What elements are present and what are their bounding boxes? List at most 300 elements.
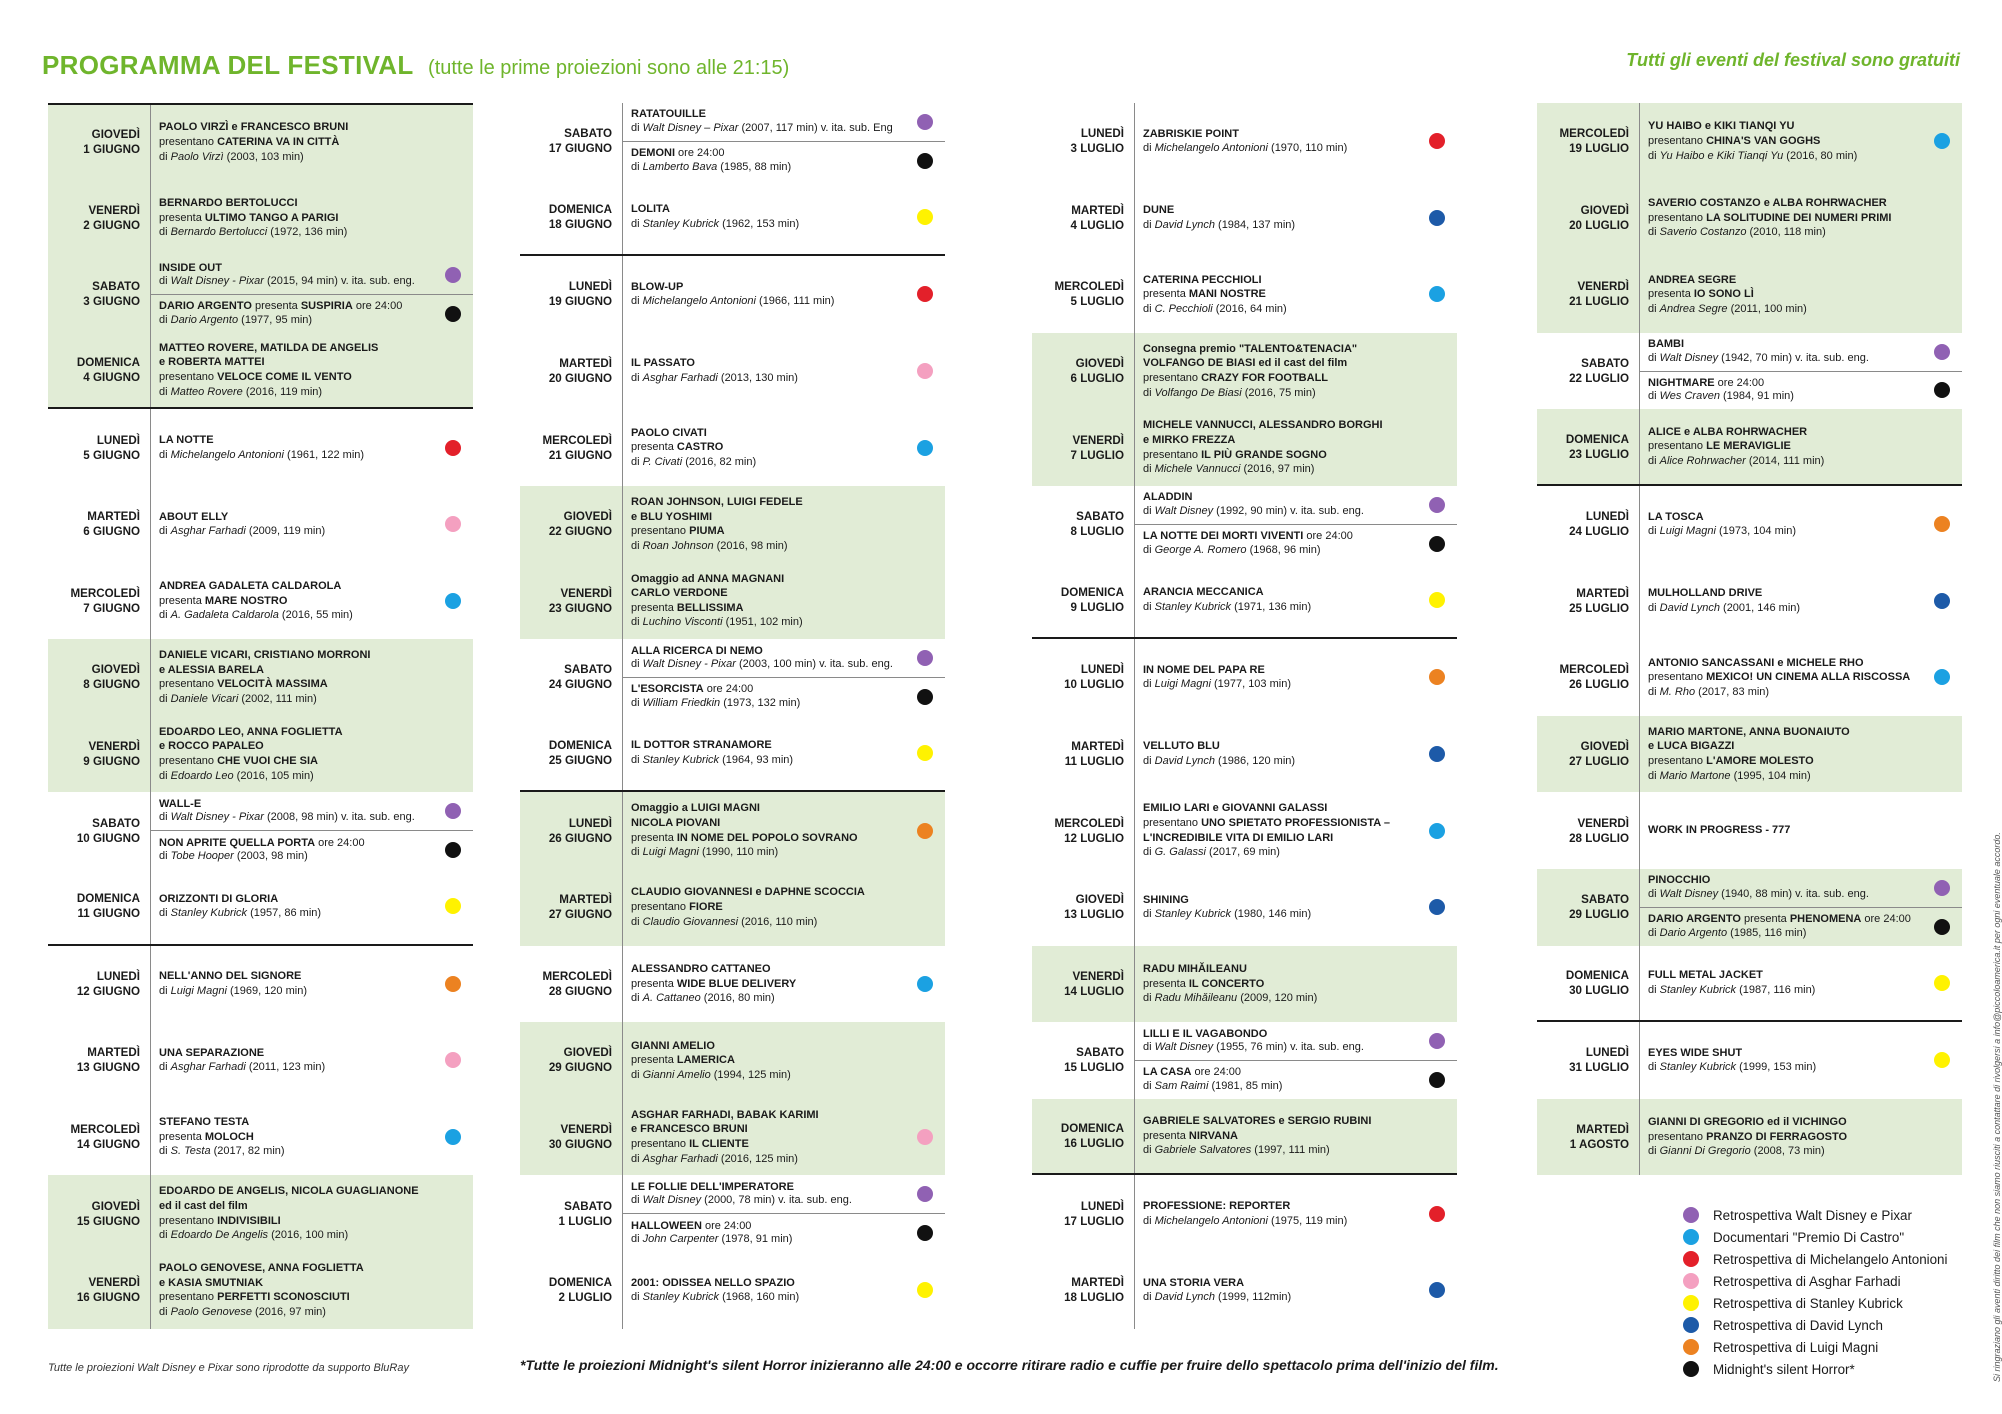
date-label	[1537, 716, 1637, 793]
category-dot-icon	[917, 976, 933, 992]
event-title: SAVERIO COSTANZO e ALBA ROHRWACHER	[1648, 197, 1887, 209]
schedule-row	[48, 103, 473, 180]
event-text: di	[631, 372, 643, 385]
event-title: PERFETTI SCONOSCIUTI	[217, 1291, 350, 1304]
event-line	[1143, 141, 1423, 156]
event	[1135, 409, 1457, 486]
event-line	[631, 202, 911, 217]
event-line	[159, 448, 439, 463]
event-title: ALESSANDRO CATTANEO	[631, 962, 771, 975]
legend-dot-icon	[1683, 1273, 1699, 1289]
event-text: (1984, 91 min)	[1719, 390, 1794, 403]
category-dot-icon	[1934, 516, 1950, 532]
date-label	[48, 105, 148, 180]
legend-label: Retrospettiva di David Lynch	[1713, 1317, 1883, 1333]
event-title: STEFANO TESTA	[159, 1116, 250, 1129]
event	[623, 946, 945, 1023]
date: 29 GIUGNO	[548, 1061, 612, 1075]
event-line	[1648, 927, 1928, 940]
category-dot-icon	[1934, 593, 1950, 609]
schedule-row	[1537, 103, 1962, 180]
event-title: INDIVISIBILI	[217, 1214, 281, 1227]
event-cell	[622, 1099, 945, 1176]
director: Paolo Genovese	[170, 1305, 252, 1318]
event-text: presentano	[631, 525, 690, 538]
event-title: IL DOTTOR STRANAMORE	[631, 739, 772, 752]
category-dot-icon	[1429, 497, 1445, 513]
category-dot-icon	[1934, 382, 1950, 398]
event-title: DARIO ARGENTO	[1648, 913, 1741, 926]
category-dot-icon	[917, 286, 933, 302]
event-cell	[1639, 639, 1962, 716]
director: Walt Disney	[1659, 351, 1719, 364]
schedule-row	[520, 716, 945, 793]
event-line	[1143, 505, 1423, 518]
event-cell	[1639, 869, 1962, 946]
schedule-row	[520, 333, 945, 410]
event-text: (1984, 137 min)	[1214, 218, 1296, 231]
event-line	[1143, 1290, 1423, 1305]
event-line	[1143, 448, 1423, 463]
date: 13 LUGLIO	[1064, 908, 1124, 922]
event	[1135, 639, 1457, 716]
event-text: di	[1143, 908, 1155, 921]
date: 22 LUGLIO	[1569, 372, 1629, 386]
director: Edoardo De Angelis	[170, 1229, 269, 1242]
event-cell	[1134, 1175, 1457, 1252]
weekday: DOMENICA	[548, 1276, 612, 1290]
event-title: RADU MIHĂILEANU	[1143, 962, 1247, 975]
event-title: ANDREA SEGRE	[1648, 273, 1737, 286]
category-dot-icon	[1429, 899, 1445, 915]
event-text: (2016, 110 min)	[738, 915, 818, 928]
event-text: ore 24:00	[675, 147, 725, 160]
director: Asghar Farhadi	[642, 372, 718, 385]
category-dot-icon	[1429, 1282, 1445, 1298]
event	[1640, 563, 1962, 640]
event-text: di	[1648, 769, 1660, 782]
date: 7 GIUGNO	[83, 601, 140, 615]
event-title: LE FOLLIE DELL'IMPERATORE	[631, 1180, 794, 1193]
event-text: (1990, 110 min)	[698, 846, 779, 859]
event-line	[631, 1194, 911, 1207]
weekday: SABATO	[1581, 893, 1629, 907]
event-title: NICOLA PIOVANI	[631, 817, 721, 830]
weekday: LUNEDÌ	[568, 280, 612, 294]
director: Stanley Kubrick	[642, 217, 720, 230]
event-title: CHE VUOI CHE SIA	[217, 755, 318, 768]
date: 30 GIUGNO	[548, 1138, 612, 1152]
event-title: LA NOTTE	[159, 434, 214, 447]
event-cell	[1639, 792, 1962, 869]
event-cell	[150, 1099, 473, 1176]
event-text: di	[159, 1061, 171, 1074]
event-line	[1648, 352, 1928, 365]
event-text: ore 24:00	[1191, 1066, 1242, 1079]
event-title: MULHOLLAND DRIVE	[1648, 587, 1763, 600]
event-text: di	[1143, 142, 1155, 155]
event-text: (1977, 103 min)	[1210, 678, 1291, 691]
event	[1135, 716, 1457, 793]
event-text: di	[1648, 525, 1660, 538]
event-cell	[150, 563, 473, 640]
category-dot-icon	[445, 306, 461, 322]
event-line	[1143, 907, 1423, 922]
event-text: presenta	[1143, 288, 1189, 301]
director: Matteo Rovere	[170, 385, 243, 398]
schedule-row	[1032, 946, 1457, 1023]
event-text: presentano	[1648, 1130, 1707, 1143]
event-line	[1648, 601, 1928, 616]
event-line	[631, 1122, 911, 1137]
director: Radu Mihăileanu	[1154, 992, 1238, 1005]
event-text: (2016, 64 min)	[1212, 302, 1287, 315]
event-text: (1999, 112min)	[1214, 1291, 1292, 1304]
director: David Lynch	[1154, 218, 1215, 231]
schedule-row	[520, 180, 945, 257]
date-label	[1032, 409, 1132, 486]
legend-item	[1683, 1226, 1947, 1248]
event-cell	[1134, 869, 1457, 946]
event-title: PAOLO VIRZÌ e FRANCESCO BRUNI	[159, 121, 349, 134]
event-title: MARIO MARTONE, ANNA BUONAIUTO	[1648, 725, 1850, 738]
event-line	[631, 524, 911, 539]
event-line	[1143, 127, 1423, 142]
event	[1640, 792, 1962, 869]
event-line	[631, 915, 911, 930]
event-cell	[1639, 409, 1962, 484]
schedule-row	[1537, 486, 1962, 563]
event-line	[1648, 302, 1928, 317]
event	[151, 333, 473, 408]
event-line	[631, 801, 911, 816]
category-dot-icon	[917, 440, 933, 456]
date-label	[1032, 103, 1132, 180]
event-line	[1143, 491, 1423, 504]
date: 19 LUGLIO	[1569, 142, 1629, 156]
legend-label: Retrospettiva di Luigi Magni	[1713, 1339, 1879, 1355]
event-text: presenta	[1648, 288, 1694, 301]
event-text: (1977, 95 min)	[238, 313, 313, 326]
date-label	[1032, 180, 1132, 257]
event-title: CATERINA VA IN CITTÀ	[217, 136, 340, 148]
date: 4 LUGLIO	[1070, 218, 1124, 232]
schedule-row	[1537, 946, 1962, 1023]
event-title: e ROCCO PAPALEO	[159, 740, 264, 753]
event-line	[1648, 769, 1928, 784]
event-text: di	[159, 984, 171, 997]
weekday: DOMENICA	[76, 356, 140, 370]
event-title: IL PIÙ GRANDE SOGNO	[1201, 448, 1327, 461]
date-label	[48, 639, 148, 716]
event-line	[1648, 983, 1928, 998]
event-text: (2014, 111 min)	[1745, 454, 1825, 467]
schedule-row	[48, 256, 473, 333]
event-line	[1143, 418, 1423, 433]
event-cell	[1134, 716, 1457, 793]
category-dot-icon	[917, 745, 933, 761]
event-line	[159, 754, 439, 769]
category-dot-icon	[1934, 1052, 1950, 1068]
event-line	[1648, 1144, 1928, 1159]
weekday: LUNEDÌ	[568, 816, 612, 830]
event-text: (1985, 88 min)	[717, 160, 792, 173]
event-line	[159, 798, 439, 811]
event	[623, 1022, 945, 1099]
event-title: CLAUDIO GIOVANNESI e DAPHNE SCOCCIA	[631, 886, 865, 899]
event-title: GIANNI DI GREGORIO ed il VICHINGO	[1648, 1116, 1847, 1129]
event	[151, 294, 473, 333]
director: William Friedkin	[642, 696, 721, 709]
event-text: presenta	[159, 594, 205, 607]
event	[1640, 1099, 1962, 1176]
date-label	[520, 716, 620, 791]
date-label	[1032, 333, 1132, 410]
date-label	[520, 180, 620, 255]
schedule-row	[1032, 1022, 1457, 1099]
event	[1640, 907, 1962, 946]
event-title: L'ESORCISTA	[631, 683, 704, 696]
event-line	[159, 1060, 439, 1075]
date: 26 GIUGNO	[548, 831, 612, 845]
event-text: (2008, 98 min) v. ita. sub. eng.	[263, 811, 415, 824]
date: 3 GIUGNO	[83, 295, 140, 309]
director: Walt Disney - Pixar	[170, 811, 264, 824]
director: Walt Disney – Pixar	[642, 121, 739, 134]
event-title: IL CLIENTE	[689, 1138, 749, 1151]
weekday: MERCOLEDÌ	[1559, 663, 1629, 677]
director: Dario Argento	[1659, 926, 1728, 939]
director: C. Pecchioli	[1154, 302, 1213, 315]
category-dot-icon	[1934, 344, 1950, 360]
event	[151, 409, 473, 486]
legend	[1683, 1204, 1947, 1380]
event	[1135, 1022, 1457, 1060]
event-cell	[1639, 486, 1962, 563]
event-title: SUSPIRIA	[300, 300, 353, 313]
event-title: NELL'ANNO DEL SIGNORE	[159, 970, 302, 983]
event	[623, 256, 945, 333]
event-text: (1981, 85 min)	[1208, 1079, 1283, 1092]
event	[1135, 333, 1457, 410]
weekday: GIOVEDÌ	[91, 1199, 140, 1213]
event-title: SHINING	[1143, 893, 1189, 906]
date: 1 LUGLIO	[558, 1214, 612, 1228]
event-line	[159, 594, 439, 609]
schedule-row	[48, 333, 473, 410]
event-text: di	[1143, 463, 1155, 476]
schedule-row	[520, 1099, 945, 1176]
event-text: di	[1143, 386, 1155, 399]
schedule-row	[1537, 869, 1962, 946]
date: 21 LUGLIO	[1569, 295, 1629, 309]
event-line	[1143, 801, 1423, 816]
event-title: MOLOCH	[204, 1130, 254, 1143]
event-text: (1986, 120 min)	[1214, 755, 1296, 768]
event-line	[631, 658, 911, 671]
date-label	[1032, 1175, 1132, 1252]
event-cell	[622, 333, 945, 410]
event-title: PIUMA	[689, 525, 725, 538]
director: Michelangelo Antonioni	[1154, 142, 1268, 155]
event-text: (2016, 98 min)	[713, 539, 788, 552]
event-line	[631, 991, 911, 1006]
event-line	[1143, 530, 1423, 543]
director: Asghar Farhadi	[170, 525, 246, 538]
event-title: CHINA'S VAN GOGHS	[1706, 135, 1821, 147]
category-dot-icon	[445, 803, 461, 819]
director: Edoardo Leo	[170, 769, 234, 782]
event-title: L'AMORE MOLESTO	[1706, 755, 1814, 768]
event-line	[631, 1108, 911, 1123]
event-line	[1143, 356, 1423, 371]
event-cell	[622, 869, 945, 946]
date-label	[520, 946, 620, 1023]
event-line	[159, 663, 439, 678]
weekday: VENERDÌ	[1072, 433, 1124, 447]
category-dot-icon	[445, 593, 461, 609]
event-cell	[1639, 1022, 1962, 1099]
schedule-row	[1032, 103, 1457, 180]
date-label	[48, 486, 148, 563]
date: 20 GIUGNO	[548, 372, 612, 386]
event-text: di	[631, 1068, 643, 1081]
schedule-row	[520, 869, 945, 946]
legend-label: Retrospettiva di Stanley Kubrick	[1713, 1295, 1903, 1311]
date-label	[520, 1252, 620, 1329]
event-text: presentano	[1648, 440, 1707, 453]
event-text: (2009, 119 min)	[245, 525, 326, 538]
event-line	[631, 645, 911, 658]
event-text: (1999, 153 min)	[1736, 1061, 1817, 1074]
date-label	[1032, 716, 1132, 793]
event-line	[631, 683, 911, 696]
event	[151, 563, 473, 640]
event-text: di	[159, 609, 171, 622]
event-cell	[1134, 563, 1457, 638]
category-dot-icon	[1429, 133, 1445, 149]
schedule-row	[48, 180, 473, 257]
weekday: MERCOLEDÌ	[70, 1123, 140, 1137]
director: Michelangelo Antonioni	[1154, 1214, 1268, 1227]
event-title: IO SONO LÌ	[1693, 288, 1754, 301]
schedule-row	[48, 1175, 473, 1252]
date-label	[520, 563, 620, 640]
event-line	[631, 1220, 911, 1233]
date-label	[1537, 486, 1637, 563]
category-dot-icon	[445, 516, 461, 532]
event-line	[631, 1137, 911, 1152]
event-text: presenta	[631, 831, 677, 844]
event-text: di	[631, 992, 643, 1005]
schedule-row	[520, 486, 945, 563]
date: 6 LUGLIO	[1070, 372, 1124, 386]
weekday: LUNEDÌ	[1585, 510, 1629, 524]
event-cell	[1134, 1252, 1457, 1329]
event-line	[1648, 273, 1928, 288]
event-text: (1987, 116 min)	[1736, 983, 1816, 996]
event-title: LA CASA	[1143, 1066, 1192, 1079]
schedule-row	[1032, 333, 1457, 410]
event-line	[1648, 225, 1928, 240]
category-dot-icon	[1429, 592, 1445, 608]
event	[1640, 1022, 1962, 1099]
event-line	[631, 122, 911, 135]
event-text: presentano	[159, 371, 218, 384]
weekday: GIOVEDÌ	[1580, 203, 1629, 217]
date-label	[48, 792, 148, 869]
category-dot-icon	[917, 1282, 933, 1298]
date: 14 LUGLIO	[1064, 984, 1124, 998]
event-text: (1969, 120 min)	[226, 984, 307, 997]
category-dot-icon	[917, 1129, 933, 1145]
event-line	[631, 900, 911, 915]
event-line	[631, 572, 911, 587]
date-label	[1032, 946, 1132, 1023]
date: 24 GIUGNO	[548, 678, 612, 692]
date: 25 GIUGNO	[548, 754, 612, 768]
event-title: 2001: ODISSEA NELLO SPAZIO	[631, 1276, 795, 1289]
event-text: (2016, 97 min)	[251, 1305, 326, 1318]
event-text: presentano	[631, 900, 690, 913]
event-line	[631, 108, 911, 121]
event-line	[1143, 203, 1423, 218]
event-text: presentano	[159, 136, 218, 148]
event-title: WALL-E	[159, 797, 202, 810]
event-line	[1648, 754, 1928, 769]
event-cell	[150, 1022, 473, 1099]
director: Luigi Magni	[1659, 525, 1716, 538]
event-title: e BLU YOSHIMI	[631, 510, 713, 523]
event-title: CASTRO	[676, 441, 724, 454]
schedule-column	[1537, 103, 1962, 1175]
category-dot-icon	[917, 209, 933, 225]
event-cell	[1639, 180, 1962, 257]
director: David Lynch	[1659, 601, 1720, 614]
event	[151, 869, 473, 944]
weekday: VENERDÌ	[1577, 816, 1629, 830]
weekday: SABATO	[564, 127, 612, 141]
date-label	[1537, 869, 1637, 946]
event	[1640, 639, 1962, 716]
event-title: VELLUTO BLU	[1143, 740, 1220, 753]
legend-dot-icon	[1683, 1229, 1699, 1245]
director: M. Rho	[1659, 685, 1696, 698]
event-title: ARANCIA MECCANICA	[1143, 586, 1264, 599]
weekday: LUNEDÌ	[96, 969, 140, 983]
event-cell	[1134, 1022, 1457, 1099]
event-text: di	[1143, 755, 1155, 768]
event	[151, 1252, 473, 1329]
date: 15 LUGLIO	[1064, 1061, 1124, 1075]
director: Walt Disney	[1154, 504, 1214, 517]
event-line	[1143, 600, 1423, 615]
event	[151, 830, 473, 869]
event-cell	[1134, 103, 1457, 180]
event-line	[631, 294, 911, 309]
event-line	[1648, 586, 1928, 601]
date-label	[520, 639, 620, 716]
event-cell	[1639, 103, 1962, 180]
event-line	[159, 984, 439, 999]
event-text: di	[1143, 1041, 1155, 1054]
event-line	[159, 1046, 439, 1061]
event-title: MANI NOSTRE	[1188, 288, 1266, 301]
event	[623, 141, 945, 180]
date: 7 LUGLIO	[1070, 448, 1124, 462]
category-dot-icon	[445, 842, 461, 858]
event-text: presentano	[1648, 671, 1707, 684]
